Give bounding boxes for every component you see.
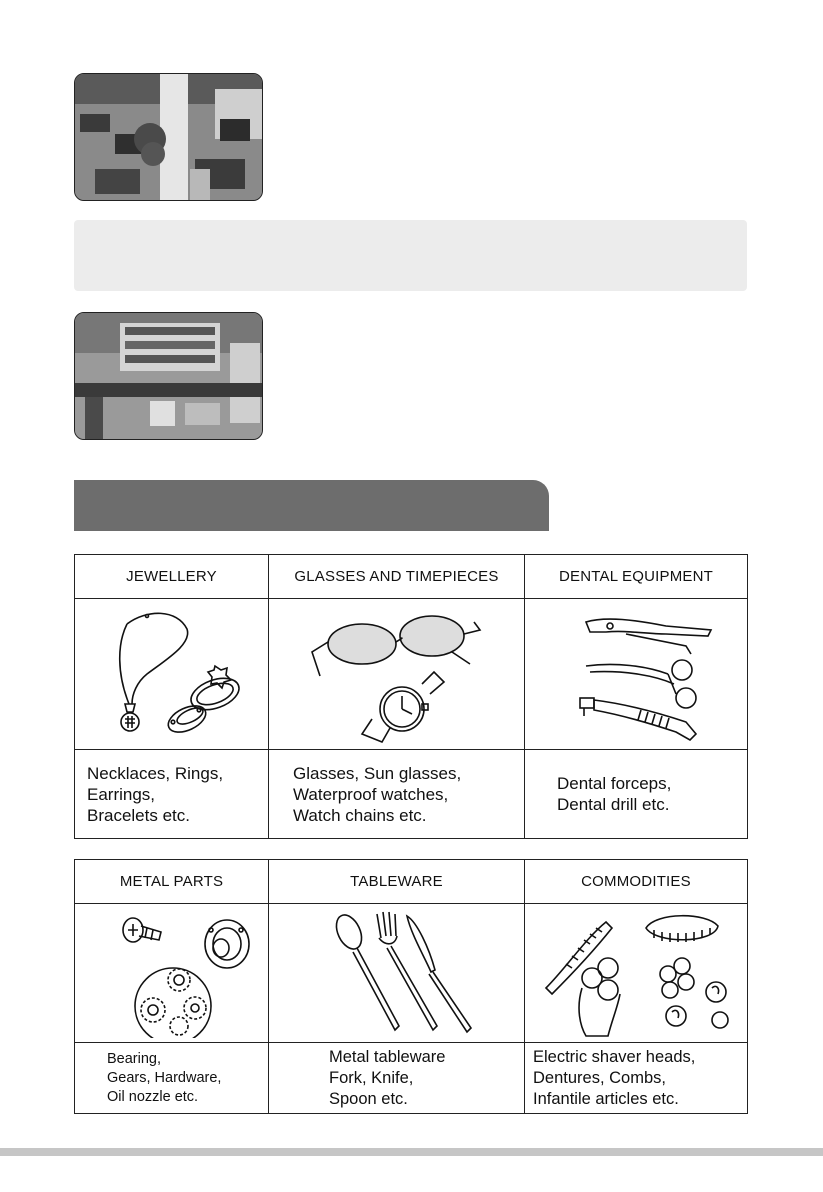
section-heading-bar [74, 480, 549, 531]
watch-icon [362, 672, 444, 742]
footer-rule [0, 1148, 823, 1156]
dentures-icon [646, 916, 718, 942]
tableware-description: Metal tableware Fork, Knife, Spoon etc. [269, 1043, 525, 1114]
header-jewellery: JEWELLERY [75, 555, 269, 599]
glasses-icon [312, 616, 480, 676]
bracelet-icon [164, 701, 210, 738]
baby-articles-icon [660, 958, 728, 1028]
header-tableware: TABLEWARE [269, 860, 525, 904]
screw-icon [123, 918, 161, 942]
spoon-icon [331, 911, 399, 1030]
glasses-timepieces-description: Glasses, Sun glasses, Waterproof watches, Watch chains etc. [269, 750, 525, 839]
commodities-illustration [525, 904, 748, 1043]
metal-parts-description: Bearing, Gears, Hardware, Oil nozzle etc. [75, 1043, 269, 1114]
tableware-illustration [269, 904, 525, 1043]
header-dental-equipment: DENTAL EQUIPMENT [525, 555, 748, 599]
necklace-icon [119, 613, 187, 731]
comb-icon [546, 922, 612, 994]
jewellery-illustration [75, 599, 269, 750]
glasses-timepieces-illustration [269, 599, 525, 750]
dental-illustration [525, 599, 748, 750]
metal-parts-illustration [75, 904, 269, 1043]
knife-icon [407, 916, 471, 1032]
gears-icon [135, 968, 211, 1038]
dental-description: Dental forceps, Dental drill etc. [525, 750, 748, 839]
jewellery-description: Necklaces, Rings, Earrings, Bracelets etc. [75, 750, 269, 839]
shaver-icon [579, 958, 620, 1036]
applications-table-1 [74, 554, 748, 839]
forceps-icon [586, 619, 711, 654]
commodities-description: Electric shaver heads, Dentures, Combs, Infantile articles etc. [525, 1043, 748, 1114]
restaurant-photo [74, 73, 263, 201]
grey-band [74, 220, 747, 291]
applications-table-2 [74, 859, 748, 1114]
bearing-icon [205, 920, 249, 968]
header-metal-parts: METAL PARTS [75, 860, 269, 904]
header-glasses-timepieces: GLASSES AND TIMEPIECES [269, 555, 525, 599]
workshop-photo [74, 312, 263, 440]
header-commodities: COMMODITIES [525, 860, 748, 904]
